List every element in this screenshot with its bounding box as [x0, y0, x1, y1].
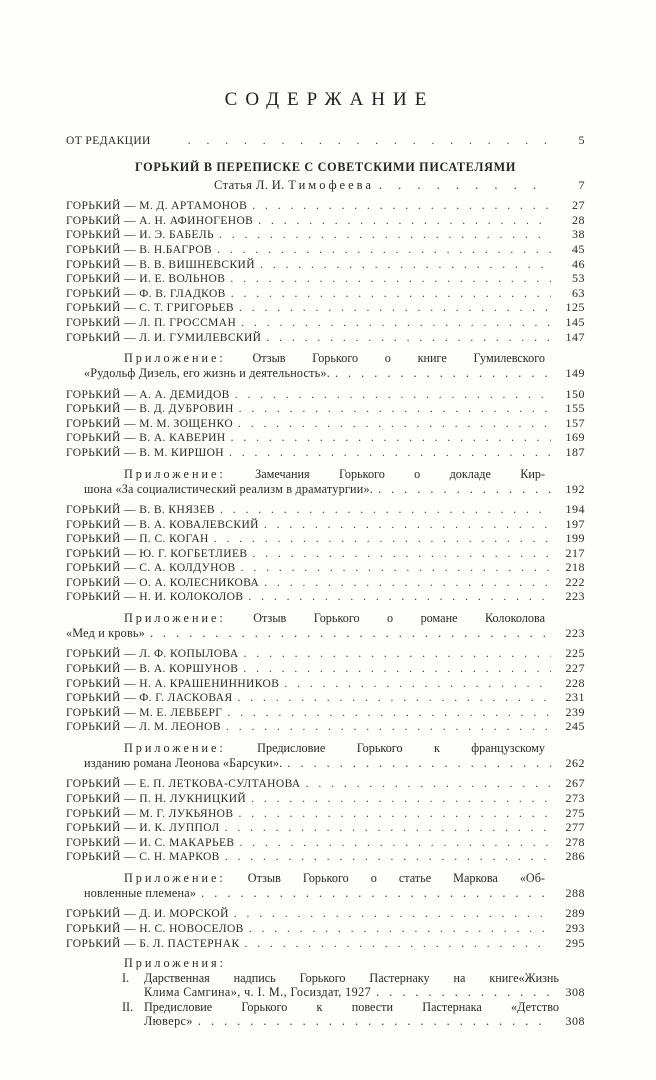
toc-entry-row [66, 985, 585, 1000]
entry-label: шона «За социалистический реализм в драматургии». [84, 481, 374, 496]
appendix-label: Приложение: [124, 351, 226, 366]
entries-group [66, 503, 585, 605]
entry-label: ГОРЬКИЙ — А. А. ДЕМИДОВ [66, 388, 230, 401]
page-number: 228 [565, 675, 585, 690]
toc-entry-row [66, 720, 585, 735]
page-number: 147 [565, 329, 585, 344]
page-number: 5 [578, 133, 585, 147]
dots-leader [214, 229, 551, 243]
entries-group [66, 388, 585, 461]
entry-label: изданию романа Леонова «Барсуки». [84, 756, 283, 771]
appendix-label: Приложение: [124, 466, 226, 481]
page-number: 289 [565, 906, 585, 921]
toc-entry-row [66, 626, 585, 641]
dots-leader [253, 215, 551, 229]
dots-leader [282, 756, 551, 771]
toc-entry-row [66, 576, 585, 591]
dots-leader [373, 482, 551, 497]
entry-label: ГОРЬКИЙ — П. С. КОГАН [66, 533, 209, 546]
page-number: 278 [565, 834, 585, 849]
toc-entry-row [66, 243, 585, 258]
toc-entry-row [66, 532, 585, 547]
entry-label: ГОРЬКИЙ — В. Д. ДУБРОВИН [66, 403, 234, 416]
entry-label: ГОРЬКИЙ — Ф. В. ГЛАДКОВ [66, 287, 226, 300]
page-number: 38 [572, 227, 585, 242]
entry-label: ГОРЬКИЙ — Н. С. НОВОСЕЛОВ [66, 923, 244, 935]
entries-group [66, 777, 585, 865]
page-number: 125 [565, 300, 585, 315]
entry-label: ГОРЬКИЙ — М. Е. ЛЕВБЕРГ [66, 706, 223, 719]
entry-label: ГОРЬКИЙ — Л. И. ГУМИЛЕВСКИЙ [66, 331, 262, 344]
appendix-line1: Приложение: Отзыв Горького о статье Маркова «Об- [124, 871, 545, 885]
entry-label: ГОРЬКИЙ — С. Н. МАРКОВ [66, 851, 220, 864]
entry-label: ГОРЬКИЙ — В. В. ВИШНЕВСКИЙ [66, 258, 255, 271]
page-number: 155 [565, 401, 585, 416]
toc-entry-row [66, 199, 585, 214]
page-number: 27 [572, 198, 585, 213]
entry-label: «Мед и кровь» [66, 626, 145, 641]
entry-label: ГОРЬКИЙ — В. А. КАВЕРИН [66, 432, 226, 445]
page-number: 217 [565, 545, 585, 560]
appendix-line1: Приложение: Отзыв Горького о романе Колоколова [124, 611, 545, 626]
toc-entry-row [66, 431, 585, 446]
dots-leader [234, 403, 551, 417]
entry-label: ГОРЬКИЙ — Б. Л. ПАСТЕРНАК [66, 937, 240, 950]
dots-leader [240, 938, 551, 952]
page-number: 46 [572, 256, 585, 271]
section-heading: ГОРЬКИЙ В ПЕРЕПИСКЕ С СОВЕТСКИМИ ПИСАТЕЛЯМИ [134, 159, 517, 174]
appendix-line1: Приложение: Предисловие Горького к французскому [124, 741, 545, 756]
entry-label: ГОРЬКИЙ — Л. П. ГРОССМАН [66, 316, 237, 329]
dots-leader [236, 562, 551, 576]
appendix-note [66, 871, 585, 901]
page-number: 223 [565, 589, 585, 604]
toc-entry-row [66, 677, 585, 692]
entry-label: ГОРЬКИЙ — В. А. КОРШУНОВ [66, 663, 239, 676]
toc-entry-row [66, 503, 585, 518]
dots-leader [145, 626, 551, 641]
page-number: 145 [565, 314, 585, 329]
toc-entry-row [66, 518, 585, 533]
dots-leader [193, 1014, 551, 1029]
entry-label: ГОРЬКИЙ — Е. П. ЛЕТКОВА-СУЛТАНОВА [66, 778, 301, 791]
dots-leader [234, 302, 551, 316]
numbered-appendix-line1 [66, 971, 585, 986]
dots-leader [233, 808, 551, 822]
entries-group [66, 907, 585, 951]
dots-leader [330, 366, 551, 381]
entry-label: ГОРЬКИЙ — В. В. КНЯЗЕВ [66, 503, 215, 516]
entry-label: ГОРЬКИЙ — С. Т. ГРИГОРЬЕВ [66, 302, 234, 315]
toc-entry-row [66, 922, 585, 937]
page-number: 192 [565, 481, 585, 496]
toc-blocks [66, 199, 585, 951]
entry-label: ГОРЬКИЙ — И. С. МАКАРЬЕВ [66, 836, 235, 849]
appendix-label: Приложение: [124, 611, 226, 626]
dots-leader [244, 923, 551, 937]
page-number: 231 [565, 690, 585, 705]
entry-label: ГОРЬКИЙ — И. К. ЛУППОЛ [66, 822, 220, 835]
toc-entry-row [66, 836, 585, 851]
page-number: 169 [565, 430, 585, 445]
page-number: 308 [565, 1014, 585, 1029]
page-number: 7 [578, 177, 585, 192]
entry-label: ГОРЬКИЙ — М. Г. ЛУКЬЯНОВ [66, 807, 234, 820]
entry-label: ГОРЬКИЙ — В. А. КОВАЛЕВСКИЙ [66, 518, 259, 531]
toc-entry-row [66, 388, 585, 403]
dots-leader [222, 707, 551, 721]
appendix-note [66, 351, 585, 381]
toc-entry-row [66, 1014, 585, 1029]
entry-label: ГОРЬКИЙ — В. М. КИРШОН [66, 446, 224, 459]
dots-leader [236, 317, 551, 331]
entry-label: ГОРЬКИЙ — В. Н.БАГРОВ [66, 243, 213, 256]
dots-leader [230, 389, 551, 403]
entry-label: ГОРЬКИЙ — И. Е. ВОЛЬНОВ [66, 273, 226, 286]
dots-leader [209, 533, 551, 547]
toc-entry-row [66, 907, 585, 922]
toc-entry-row [66, 850, 585, 865]
dots-leader [248, 548, 552, 562]
toc-entry-row [66, 287, 585, 302]
entry-label: ГОРЬКИЙ — Д. И. МОРСКОЙ [66, 908, 229, 921]
page-number: 28 [572, 212, 585, 227]
dots-leader [226, 432, 551, 446]
toc-entry-row [66, 807, 585, 822]
page-number: 150 [565, 386, 585, 401]
toc-entry-row [66, 547, 585, 562]
dots-leader [301, 778, 551, 792]
page-number: 308 [565, 985, 585, 1000]
toc-entry-row [66, 417, 585, 432]
toc-entry-row [66, 228, 585, 243]
dots-leader [233, 418, 551, 432]
page-number: 293 [565, 921, 585, 935]
numbered-appendix [66, 971, 585, 1000]
dots-leader [238, 663, 551, 677]
entry-label: Люверс» [144, 1014, 193, 1029]
toc-entry-row [66, 777, 585, 792]
appendix-text: Предисловие Горького к повести Пастернака «Детство [144, 999, 559, 1014]
page-number: 227 [565, 661, 585, 676]
numbered-appendix-line1 [66, 1000, 585, 1015]
entry-label: ГОРЬКИЙ — Ф. Г. ЛАСКОВАЯ [66, 692, 233, 705]
page-number: 222 [565, 574, 585, 589]
page-number: 157 [565, 415, 585, 430]
toc-entry-row [66, 691, 585, 706]
toc-entry-row [66, 272, 585, 287]
toc-entry-row [66, 792, 585, 807]
dots-leader [221, 721, 551, 735]
page-number: 245 [565, 719, 585, 734]
entries-group [66, 199, 585, 345]
toc-entry-row [66, 886, 585, 901]
entry-label: ГОРЬКИЙ — С. А. КОЛДУНОВ [66, 562, 236, 575]
entry-label: ГОРЬКИЙ — О. А. КОЛЕСНИКОВА [66, 576, 260, 589]
appendices-heading: Приложения: [124, 956, 226, 971]
page-number: 187 [565, 444, 585, 459]
entry-label: ГОРЬКИЙ — Н. А. КРАШЕНИННИКОВ [66, 677, 280, 690]
page-number: 275 [565, 805, 585, 820]
numbered-appendix [66, 1000, 585, 1029]
page-number: 267 [565, 776, 585, 791]
toc-entry-row [66, 706, 585, 721]
dots-leader [215, 504, 551, 518]
dots-leader [229, 908, 551, 922]
toc-entry-row [66, 647, 585, 662]
dots-leader [243, 591, 551, 605]
dots-leader [247, 200, 551, 214]
page-number: 149 [565, 366, 585, 381]
appendix-line1: Приложение: Замечания Горького о докладе Кир- [124, 466, 545, 481]
dots-leader [371, 985, 551, 1000]
entry-label: новленные племена» [84, 886, 197, 901]
toc-entry-row [66, 662, 585, 677]
appendix-text: Дарственная надпись Горького Пастернаку на книге«Жизнь [144, 970, 559, 985]
appendix-label: Приложение: [124, 741, 226, 756]
toc-entry-row [66, 937, 585, 952]
page-number: 199 [565, 531, 585, 546]
toc-entry-row [66, 821, 585, 836]
entry-label: ГОРЬКИЙ — И. Э. БАБЕЛЬ [66, 229, 215, 242]
entry-label: ГОРЬКИЙ — М. Д. АРТАМОНОВ [66, 200, 248, 213]
appendix-note [66, 611, 585, 641]
entry-label: «Рудольф Дизель, его жизнь и деятельность». [84, 366, 330, 381]
toc-entry-row [66, 446, 585, 461]
page-number: 239 [565, 704, 585, 719]
dots-leader [226, 288, 551, 302]
page-number: 194 [565, 501, 585, 516]
dots-leader [246, 793, 551, 807]
dots-leader [220, 822, 551, 836]
toc-entry-row [66, 258, 585, 273]
dots-leader [255, 259, 551, 273]
page-number: 45 [572, 241, 585, 256]
dots-leader [374, 179, 551, 193]
toc-entry-row [66, 331, 585, 346]
dots-leader [239, 648, 551, 662]
page-number: 225 [565, 646, 585, 661]
entries-group [66, 647, 585, 735]
page-number: 295 [565, 935, 585, 950]
appendix-label: Приложение: [124, 871, 226, 885]
page-number: 273 [565, 791, 585, 806]
toc-entry-row [66, 366, 585, 381]
dots-leader [279, 678, 551, 692]
appendix-numeral: I. [122, 970, 130, 985]
entry-label: ГОРЬКИЙ — Л. М. ЛЕОНОВ [66, 721, 221, 734]
toc-entry-row [66, 561, 585, 576]
entry-label: Клима Самгина», ч. I. М., Госиздат, 1927 [144, 985, 372, 1000]
appendix-note [66, 741, 585, 771]
dots-leader [212, 244, 551, 258]
page-number: 218 [565, 560, 585, 575]
toc-entry-row [66, 590, 585, 605]
dots-leader [259, 577, 551, 591]
entry-label: ГОРЬКИЙ — П. Н. ЛУКНИЦКИЙ [66, 793, 247, 806]
dots-leader [234, 837, 551, 851]
toc-entry-row [66, 134, 585, 149]
dots-leader [259, 519, 551, 533]
page-number: 53 [572, 271, 585, 286]
page-number: 63 [572, 285, 585, 300]
entry-label: ГОРЬКИЙ — Н. И. КОЛОКОЛОВ [66, 591, 244, 604]
dots-leader [233, 692, 551, 706]
toc-entry-row [66, 214, 585, 229]
page-number: 197 [565, 516, 585, 531]
dots-leader [225, 273, 551, 287]
article-row [66, 179, 585, 193]
numbered-appendices [66, 971, 585, 1029]
dots-leader [196, 886, 551, 901]
entry-label: ОТ РЕДАКЦИИ [66, 135, 151, 147]
dots-leader [224, 447, 551, 461]
page-number: 286 [565, 849, 585, 864]
toc-entry-row [66, 402, 585, 417]
appendix-line1: Приложение: Отзыв Горького о книге Гумилевского [124, 351, 545, 366]
article-label: Статья Л. И. Тимофеева [214, 177, 374, 192]
page-number: 262 [565, 756, 585, 771]
page-number: 288 [565, 886, 585, 901]
toc-entry-row [66, 756, 585, 771]
entry-label: ГОРЬКИЙ — М. М. ЗОЩЕНКО [66, 417, 234, 430]
dots-leader [261, 332, 551, 346]
appendix-numeral: II. [122, 999, 134, 1014]
dots-leader [183, 135, 551, 149]
page-number: 277 [565, 820, 585, 835]
dots-leader [220, 851, 551, 865]
entry-label: ГОРЬКИЙ — А. Н. АФИНОГЕНОВ [66, 214, 254, 227]
page-number: 223 [565, 626, 585, 641]
page-title: СОДЕРЖАНИЕ [224, 89, 435, 110]
entry-label: ГОРЬКИЙ — Л. Ф. КОПЫЛОВА [66, 648, 239, 661]
toc-entry-row [66, 482, 585, 497]
entry-label: ГОРЬКИЙ — Ю. Г. КОГБЕТЛИЕВ [66, 547, 248, 560]
appendix-note [66, 467, 585, 497]
toc-entry-row [66, 301, 585, 316]
toc-entry-row [66, 316, 585, 331]
